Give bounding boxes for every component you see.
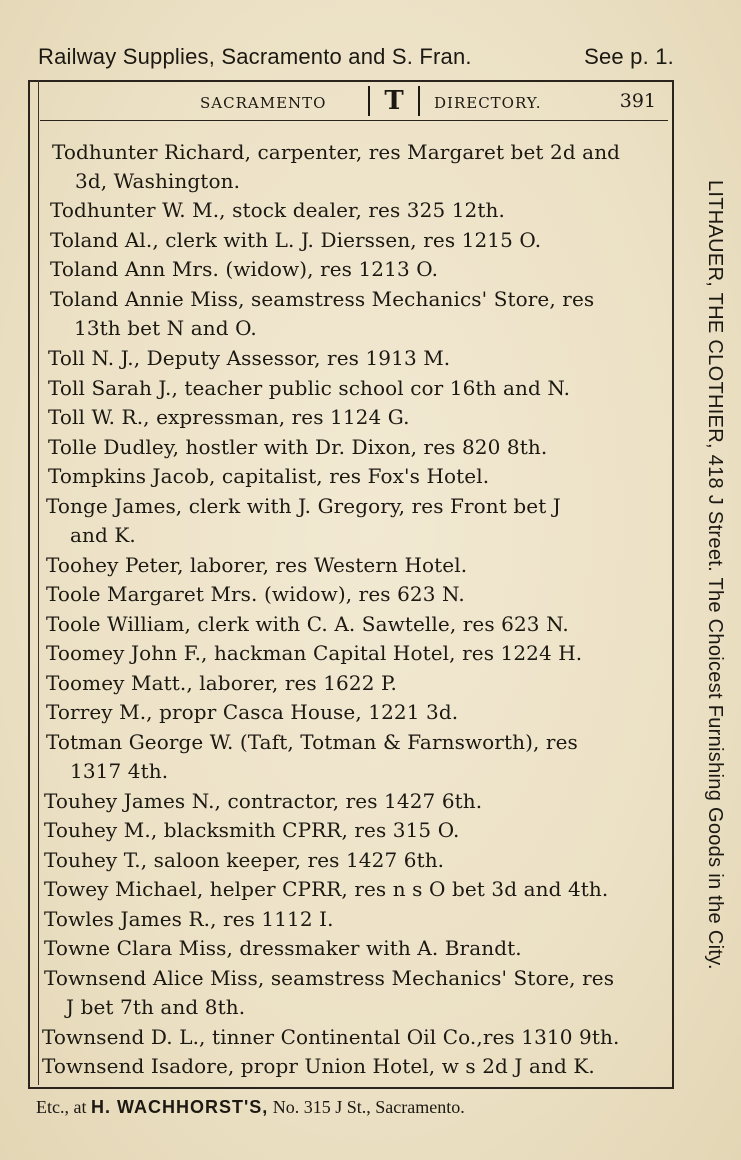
list-item: Towles James R., res 1112 I. bbox=[44, 907, 334, 931]
list-item: Towne Clara Miss, dressmaker with A. Brandt. bbox=[44, 936, 522, 960]
list-item: 1317 4th. bbox=[70, 759, 169, 783]
side-advertisement: LITHAUER, THE CLOTHIER, 418 J Street. The Choicest Furnishing Goods in the City. bbox=[704, 180, 726, 970]
list-item: Touhey James N., contractor, res 1427 6th. bbox=[44, 789, 483, 813]
header-banner-right: See p. 1. bbox=[584, 44, 674, 69]
list-item: Toll W. R., expressman, res 1124 G. bbox=[48, 405, 410, 429]
list-item: Touhey T., saloon keeper, res 1427 6th. bbox=[44, 848, 445, 872]
list-item: 3d, Washington. bbox=[75, 169, 241, 193]
list-item: J bet 7th and 8th. bbox=[66, 995, 246, 1019]
list-item: Todhunter W. M., stock dealer, res 325 12th. bbox=[50, 198, 505, 222]
footer-banner-prefix: Etc., at bbox=[36, 1097, 87, 1117]
list-item: Toland Annie Miss, seamstress Mechanics' Store, res bbox=[50, 287, 595, 311]
list-item: Todhunter Richard, carpenter, res Margaret bet 2d and bbox=[52, 140, 621, 164]
list-item: Towey Michael, helper CPRR, res n s O bet 3d and 4th. bbox=[44, 877, 609, 901]
list-item: Toohey Peter, laborer, res Western Hotel. bbox=[46, 553, 468, 577]
list-item: Totman George W. (Taft, Totman & Farnsworth), res bbox=[46, 730, 578, 754]
list-item: Townsend Isadore, propr Union Hotel, w s 2d J and K. bbox=[42, 1054, 595, 1078]
footer-banner-name: H. WACHHORST'S, bbox=[90, 1097, 269, 1117]
list-item: Torrey M., propr Casca House, 1221 3d. bbox=[46, 700, 459, 724]
list-item: Tompkins Jacob, capitalist, res Fox's Hotel. bbox=[48, 464, 490, 488]
list-item: Townsend Alice Miss, seamstress Mechanics' Store, res bbox=[44, 966, 615, 990]
list-item: Toland Ann Mrs. (widow), res 1213 O. bbox=[50, 257, 439, 281]
list-item: Toole William, clerk with C. A. Sawtelle, res 623 N. bbox=[46, 612, 569, 636]
list-item: 13th bet N and O. bbox=[74, 316, 257, 340]
list-item: Touhey M., blacksmith CPRR, res 315 O. bbox=[44, 818, 460, 842]
list-item: Toomey Matt., laborer, res 1622 P. bbox=[46, 671, 397, 695]
header-banner bbox=[38, 44, 678, 70]
list-item: Toland Al., clerk with L. J. Dierssen, res 1215 O. bbox=[50, 228, 542, 252]
list-item: Toll N. J., Deputy Assessor, res 1913 M. bbox=[48, 346, 451, 370]
footer-banner-suffix: No. 315 J St., Sacramento. bbox=[272, 1097, 465, 1117]
list-item: Townsend D. L., tinner Continental Oil Co.,res 1310 9th. bbox=[42, 1025, 620, 1049]
running-head-left: SACRAMENTO bbox=[200, 94, 327, 112]
list-item: Toole Margaret Mrs. (widow), res 623 N. bbox=[46, 582, 465, 606]
running-head-right: DIRECTORY. bbox=[434, 94, 542, 112]
list-item: and K. bbox=[70, 523, 136, 547]
running-head bbox=[40, 84, 668, 121]
page-number: 391 bbox=[619, 90, 656, 112]
list-item: Tolle Dudley, hostler with Dr. Dixon, res 820 8th. bbox=[48, 435, 548, 459]
list-item: Tonge James, clerk with J. Gregory, res Front bet J bbox=[46, 494, 561, 518]
section-letter: T bbox=[368, 86, 420, 116]
list-item: Toll Sarah J., teacher public school cor 16th and N. bbox=[48, 376, 571, 400]
header-banner-left: Railway Supplies, Sacramento and S. Fran. bbox=[38, 44, 472, 69]
list-item: Toomey John F., hackman Capital Hotel, res 1224 H. bbox=[46, 641, 583, 665]
footer-banner bbox=[36, 1097, 676, 1118]
frame-inner-rule bbox=[38, 80, 39, 1085]
